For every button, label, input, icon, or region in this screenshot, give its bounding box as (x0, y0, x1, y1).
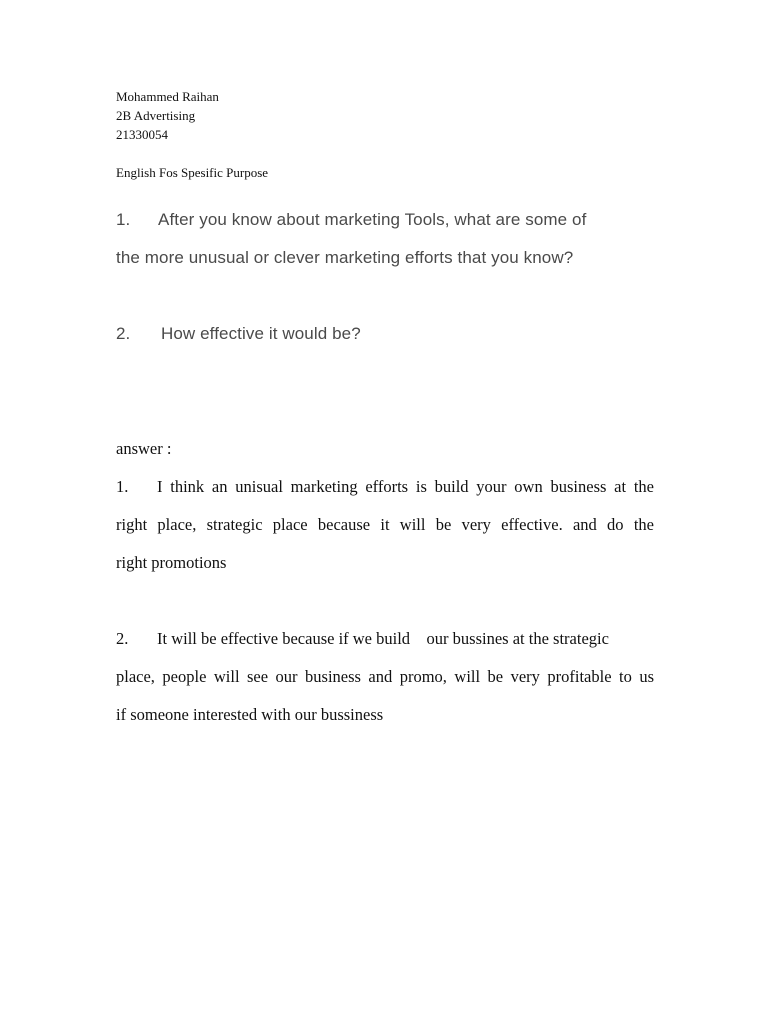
answer-1-line-2: right place, strategic place because it will be very effective. and do the (116, 515, 654, 534)
answer-2-text: It will be effective because if we build our bussines at the strategic (157, 629, 609, 648)
class-name: 2B Advertising (116, 108, 196, 123)
answer-2-line-2: place, people will see our business and promo, will be very profitable to us (116, 667, 654, 686)
answer-1-line-3: right promotions (116, 553, 227, 572)
student-id: 21330054 (116, 127, 168, 142)
question-2-line-1 (116, 323, 361, 345)
answer-1-number: 1. (116, 477, 129, 496)
answer-1-text: I think an unisual marketing efforts is build your own business at the (157, 477, 654, 496)
question-1-text: After you know about marketing Tools, what are some of (158, 210, 587, 229)
question-2-text: How effective it would be? (161, 324, 361, 343)
course-title: English Fos Spesific Purpose (116, 165, 269, 180)
answer-2-line-1 (116, 628, 654, 650)
question-1-line-2: the more unusual or clever marketing efforts that you know? (116, 248, 574, 267)
question-1-line-1 (116, 209, 586, 231)
answer-label: answer : (116, 439, 172, 458)
answer-2-number: 2. (116, 629, 129, 648)
question-2-number: 2. (116, 324, 131, 343)
answer-2-line-3: if someone interested with our bussiness (116, 705, 384, 724)
answer-1-line-1 (116, 476, 654, 498)
author-name: Mohammed Raihan (116, 89, 219, 104)
question-1-number: 1. (116, 210, 131, 229)
